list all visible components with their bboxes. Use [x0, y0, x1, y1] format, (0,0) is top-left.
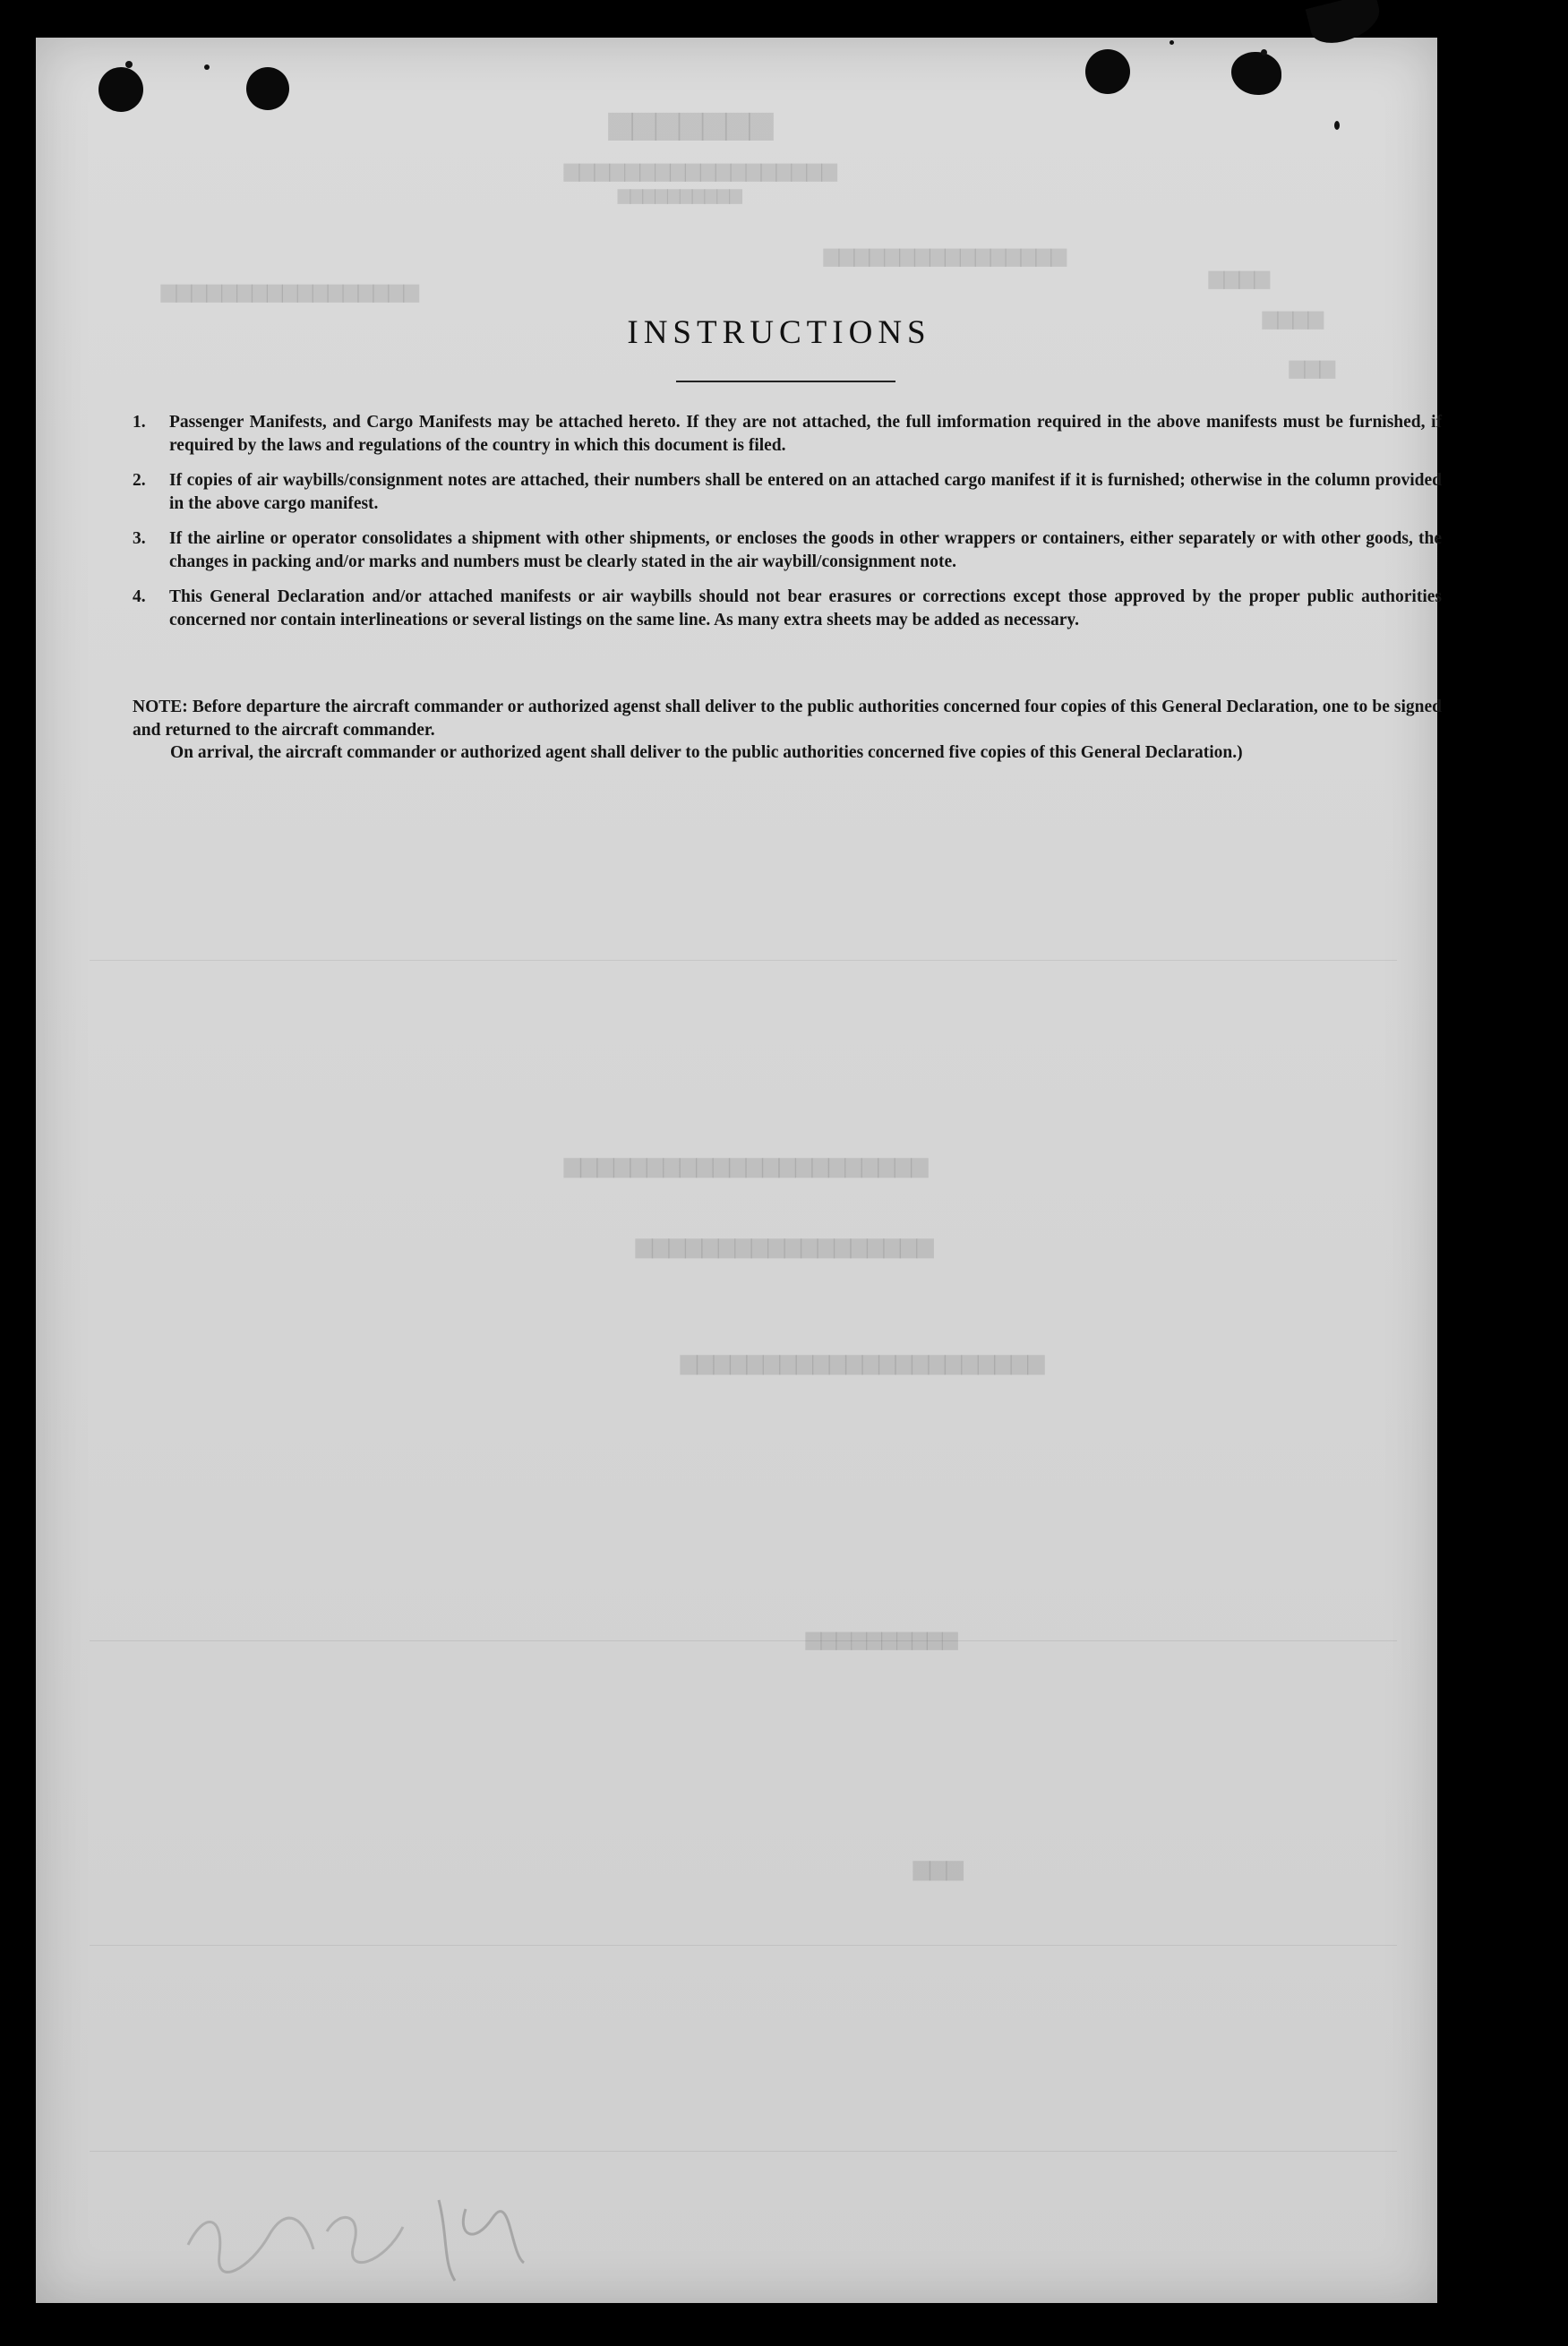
punch-hole	[1085, 49, 1130, 94]
note-block	[133, 696, 1442, 765]
bleed-through-mark: ▆▆▆▆▆▆▆▆▆▆▆▆▆▆▆▆	[824, 244, 1067, 266]
bleed-through-mark: ▆▆▆▆▆▆▆▆▆▆▆▆▆▆▆▆▆▆	[636, 1235, 934, 1258]
bleed-through-mark: ▆▆▆	[913, 1857, 964, 1880]
bleed-through-rule	[90, 960, 1397, 961]
bleed-through-mark: ▆▆▆▆▆▆▆▆▆▆▆▆▆▆▆▆▆	[161, 279, 419, 302]
instruction-number: 4.	[133, 587, 146, 606]
instruction-item	[133, 527, 1442, 573]
instruction-text: This General Declaration and/or attached manifests or air waybills should not bear erasures or corrections except those approved by the proper public authorities concerned nor contain interlineations or several listings on the same line. As many extra sheets may be added as necessary.	[169, 587, 1442, 629]
punch-hole	[99, 67, 143, 112]
faint-signature	[170, 2182, 564, 2290]
bleed-through-mark: ▆▆▆▆▆▆▆▆▆▆	[806, 1627, 958, 1649]
instruction-list	[133, 411, 1442, 644]
bleed-through-mark: ▆▆▆▆▆▆▆▆▆▆	[618, 185, 742, 203]
bleed-through-rule	[90, 1640, 1397, 1641]
title-underline	[676, 381, 895, 382]
instruction-item	[133, 586, 1442, 631]
ink-speck	[125, 61, 133, 68]
note-arrival-text: On arrival, the aircraft commander or authorized agent shall deliver to the public authorities concerned five copies of this General Declaration.)	[170, 743, 1243, 762]
instruction-text: If copies of air waybills/consignment notes are attached, their numbers shall be entered on an attached cargo manifest if it is furnished; otherwise in the column provided in the above cargo manifest.	[169, 471, 1442, 513]
instruction-number: 2.	[133, 471, 146, 490]
instruction-number: 1.	[133, 413, 146, 432]
ink-speck	[1170, 40, 1174, 45]
bleed-through-mark: ▆▆▆▆	[1209, 266, 1270, 288]
ink-speck	[1261, 49, 1267, 56]
document-title: INSTRUCTIONS	[627, 314, 931, 351]
bleed-through-mark: ▆▆▆▆▆▆▆	[609, 107, 774, 140]
instruction-text: Passenger Manifests, and Cargo Manifests may be attached hereto. If they are not attached, the full imformation required in the above manifests must be furnished, if required by the laws and regulations of the country in which this document is filed.	[169, 413, 1442, 455]
ink-speck	[204, 64, 210, 70]
instruction-item	[133, 411, 1442, 457]
document-page	[36, 38, 1442, 2303]
instruction-number: 3.	[133, 529, 146, 548]
instruction-item	[133, 469, 1442, 515]
note-label: NOTE:	[133, 698, 188, 716]
note-departure-text: Before departure the aircraft commander or authorized agenst shall deliver to the public authorities concerned four copies of this General Declaration, one to be signed and returned to the aircraft commander.	[133, 698, 1442, 740]
bleed-through-mark: ▆▆▆▆▆▆▆▆▆▆▆▆▆▆▆▆▆▆	[564, 158, 837, 181]
punch-hole	[246, 67, 289, 110]
bleed-through-rule	[90, 1945, 1397, 1946]
bleed-through-rule	[90, 2151, 1397, 2152]
bleed-through-mark: ▆▆▆▆▆▆▆▆▆▆▆▆▆▆▆▆▆▆▆▆▆▆	[681, 1351, 1045, 1374]
note-arrival	[133, 741, 1442, 765]
note-departure	[133, 696, 1442, 741]
instruction-text: If the airline or operator consolidates a shipment with other shipments, or encloses the goods in other wrappers or containers, either separately or with other goods, the changes in packing and/or marks and numbers must be clearly stated in the air waybill/consignment note.	[169, 529, 1442, 571]
bleed-through-mark: ▆▆▆▆	[1263, 306, 1324, 329]
punch-hole	[1231, 52, 1281, 95]
bleed-through-mark: ▆▆▆▆▆▆▆▆▆▆▆▆▆▆▆▆▆▆▆▆▆▆	[564, 1154, 929, 1177]
bleed-through-mark: ▆▆▆	[1290, 355, 1335, 378]
ink-speck	[1334, 121, 1340, 130]
